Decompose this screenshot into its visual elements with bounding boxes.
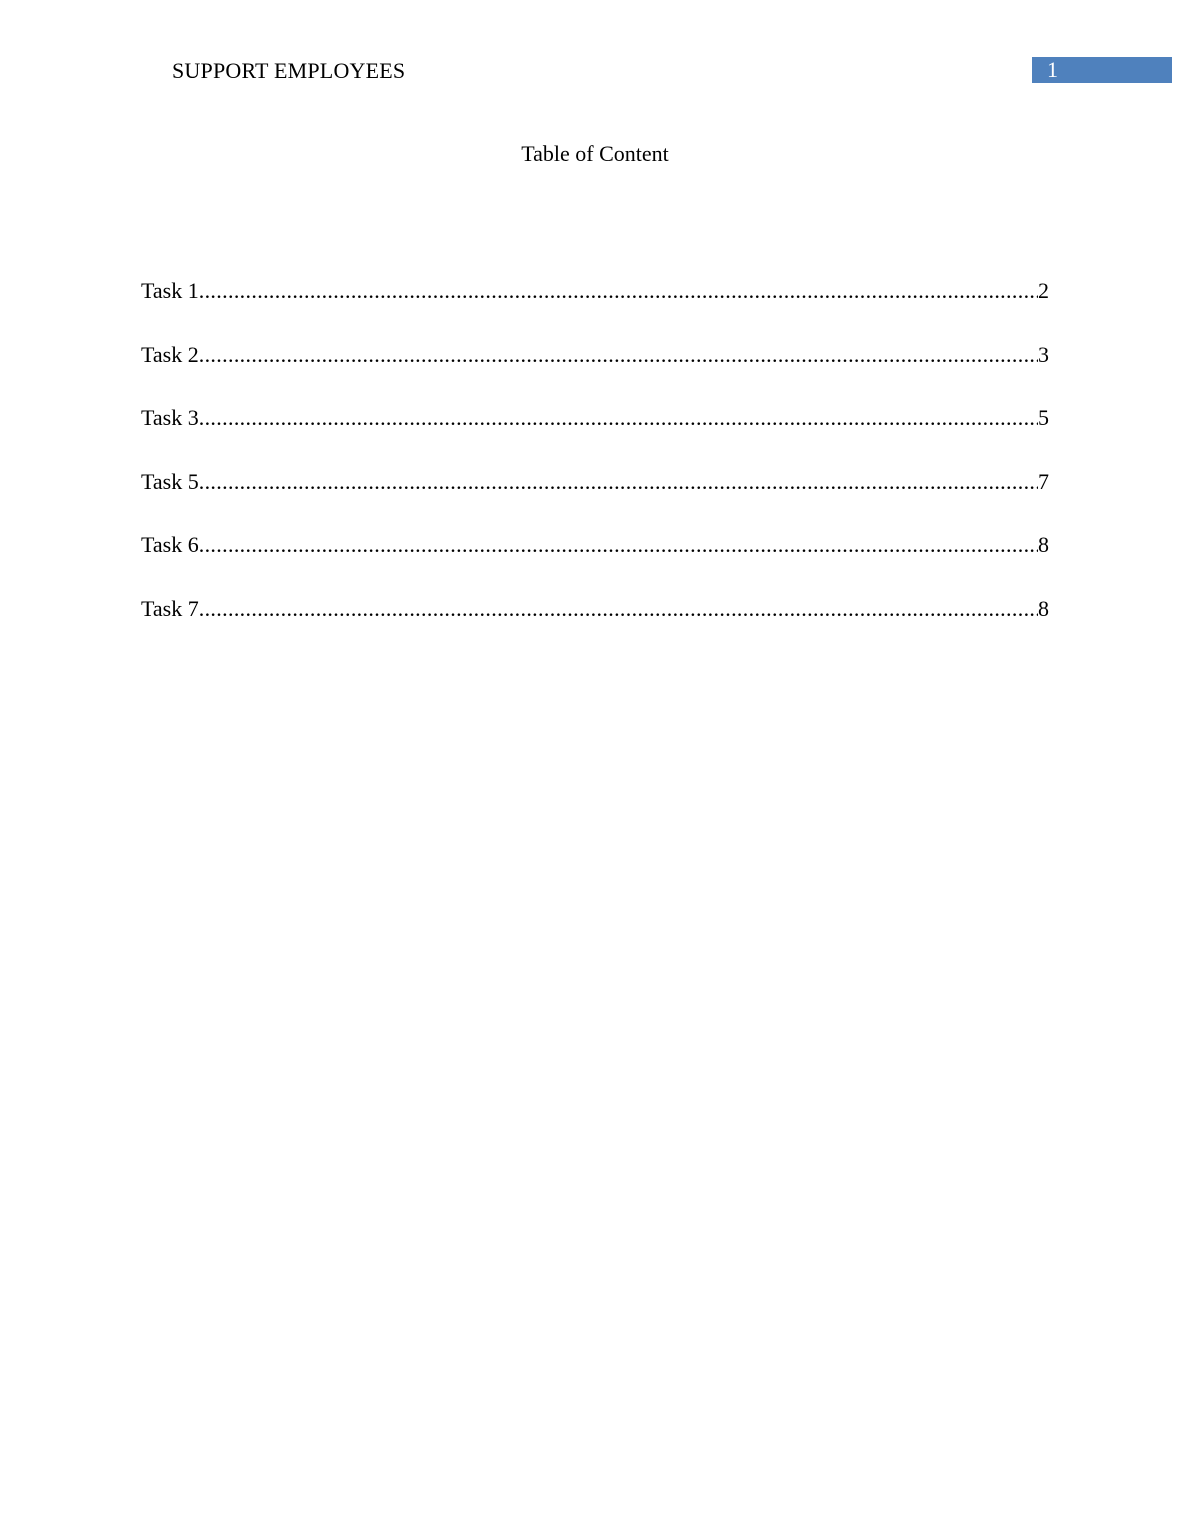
table-of-contents (141, 277, 1049, 658)
toc-entry-page: 3 (1038, 341, 1049, 367)
toc-entry-page: 7 (1038, 468, 1049, 494)
toc-dot-leader (199, 595, 1038, 623)
toc-entry-task-1[interactable] (141, 277, 1049, 341)
toc-entry-task-7[interactable] (141, 595, 1049, 659)
toc-entry-page: 8 (1038, 595, 1049, 621)
toc-entry-label: Task 7 (141, 595, 199, 621)
page-number-box (1032, 57, 1172, 83)
running-head: SUPPORT EMPLOYEES (172, 58, 406, 83)
toc-title: Table of Content (521, 141, 669, 166)
toc-entry-label: Task 2 (141, 341, 199, 367)
toc-entry-page: 8 (1038, 532, 1049, 557)
toc-entry-task-3[interactable] (141, 404, 1049, 468)
toc-dot-leader (199, 468, 1038, 496)
toc-entry-label: Task 6 (141, 532, 199, 557)
toc-entry-label: Task 1 (141, 278, 199, 303)
toc-dot-leader (199, 531, 1038, 559)
toc-entry-task-6[interactable] (141, 531, 1049, 595)
toc-entry-label: Task 5 (141, 468, 199, 494)
toc-dot-leader (199, 277, 1038, 305)
toc-entry-task-5[interactable] (141, 468, 1049, 532)
toc-entry-task-2[interactable] (141, 341, 1049, 405)
toc-entry-label: Task 3 (141, 405, 199, 430)
toc-entry-page: 2 (1038, 278, 1049, 303)
page-number: 1 (1047, 57, 1058, 82)
toc-entry-page: 5 (1038, 405, 1049, 430)
toc-dot-leader (199, 404, 1038, 432)
toc-dot-leader (199, 341, 1038, 369)
